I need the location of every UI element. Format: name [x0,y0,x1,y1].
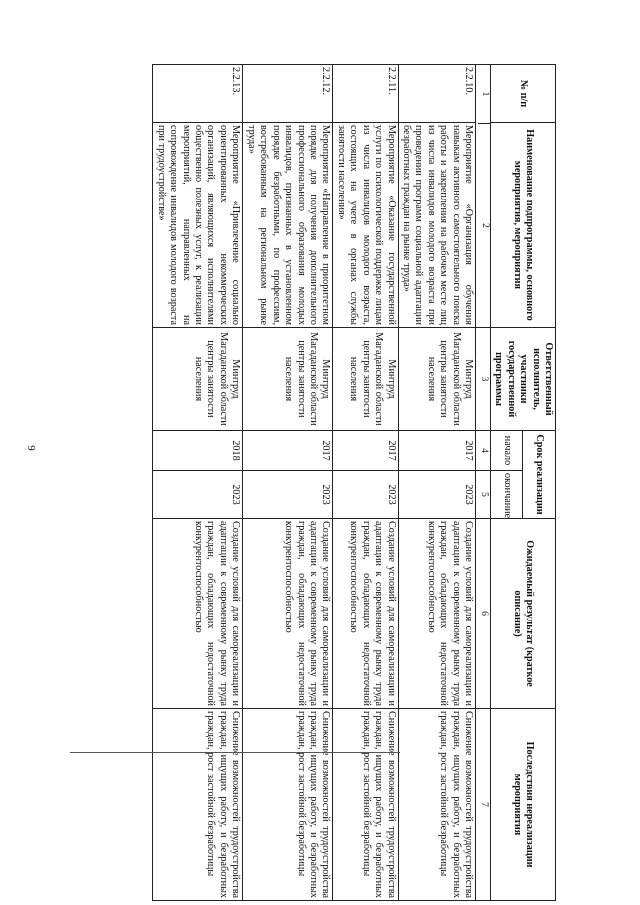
header-result: Ожидаемый результат (краткое описание) [490,519,555,709]
header-name: Наименование подпрограммы, основного мероприятия, мероприятия [490,123,555,328]
row-name: Мероприятие «Организация обучения навыкам активного самостоятельного поиска работы и закрепления на рабочем месте лиц из числа инвалидов молодого возраста при проведении программ социальной адаптации безработных граждан на рынке труда» [398,123,476,328]
row-consequences: Снижение возможностей трудоустройства граждан, ищущих работу, и безработных граждан, рост застойной безработицы [333,709,398,901]
header-executor: Ответственный исполнитель, участники государственной программы [490,328,555,431]
row-name: Мероприятие «Направление в приоритетном порядке для получения дополнительного профессионального образования молодых инвалидов, признанных в установленном порядке безработными, по профессиям, востребованным на региональном рынке труда» [243,123,333,328]
table-row [243,65,333,901]
header-start: начало [490,431,523,471]
page-number: 9 [24,445,37,451]
table-row [398,65,476,901]
row-num: 2.2.13. [153,65,243,123]
row-start: 2017 [398,431,476,471]
row-result: Создание условий для самореализации и адаптации к современному рынку труда граждан, обладающих недостаточной конкурентоспособностью [153,519,243,709]
row-consequences: Снижение возможностей трудоустройства граждан, ищущих работу, и безработных граждан, рост застойной безработицы [243,709,333,901]
row-consequences: Снижение возможностей трудоустройства граждан, ищущих работу, и безработных граждан, рост застойной безработицы [153,709,243,901]
row-name: Мероприятие «Привлечение социально ориентированных некоммерческих организаций, являющихся исполнителями общественно полезных услуг, к реализации мероприятий, направленных на сопровождение инвалидов молодого возраста при трудоустройстве» [153,123,243,328]
row-executor: Минтруд Магаданской области центры занятости населения [243,328,333,431]
row-num: 2.2.11. [333,65,398,123]
table-row [333,65,398,901]
row-end: 2023 [333,471,398,519]
row-end: 2023 [398,471,476,519]
header-consequences: Последствия нереализации мероприятия [490,709,555,901]
index-3: 3 [476,328,491,431]
row-executor: Минтруд Магаданской области центры занятости населения [398,328,476,431]
index-1: 1 [478,65,490,124]
rotated-table-container [56,64,556,900]
row-num: 2.2.12. [243,65,333,123]
header-end: окончание [490,471,523,519]
row-executor: Минтруд Магаданской области центры занятости населения [153,328,243,431]
column-index-row [476,65,491,901]
header-num: № п/п [490,65,555,123]
row-start: 2018 [153,431,243,471]
index-5: 5 [476,471,491,519]
footer-divider [70,752,400,753]
row-start: 2017 [333,431,398,471]
row-start: 2017 [243,431,333,471]
row-result: Создание условий для самореализации и адаптации к современному рынку труда граждан, обладающих недостаточной конкурентоспособностью [333,519,398,709]
row-result: Создание условий для самореализации и адаптации к современному рынку труда граждан, обладающих недостаточной конкурентоспособностью [398,519,476,709]
header-term: Срок реализации [523,431,556,519]
row-num: 2.2.10. [398,65,476,123]
row-consequences: Снижение возможностей трудоустройства граждан, ищущих работу, и безработных граждан, рост застойной безработицы [398,709,476,901]
table-row [153,65,243,901]
index-cell-1-2 [476,65,491,328]
index-7: 7 [476,709,491,901]
row-result: Создание условий для самореализации и адаптации к современному рынку труда граждан, обладающих недостаточной конкурентоспособностью [243,519,333,709]
row-end: 2023 [153,471,243,519]
row-end: 2023 [243,471,333,519]
index-4: 4 [476,431,491,471]
row-name: Мероприятие «Оказание государственной услуги по психологической поддержке лицам из числа инвалидов молодого возраста, состоящих на учете в органах службы занятости населения» [333,123,398,328]
row-executor: Минтруд Магаданской области центры занятости населения [333,328,398,431]
index-6: 6 [476,519,491,709]
index-2: 2 [479,223,490,228]
activities-table [152,64,556,901]
